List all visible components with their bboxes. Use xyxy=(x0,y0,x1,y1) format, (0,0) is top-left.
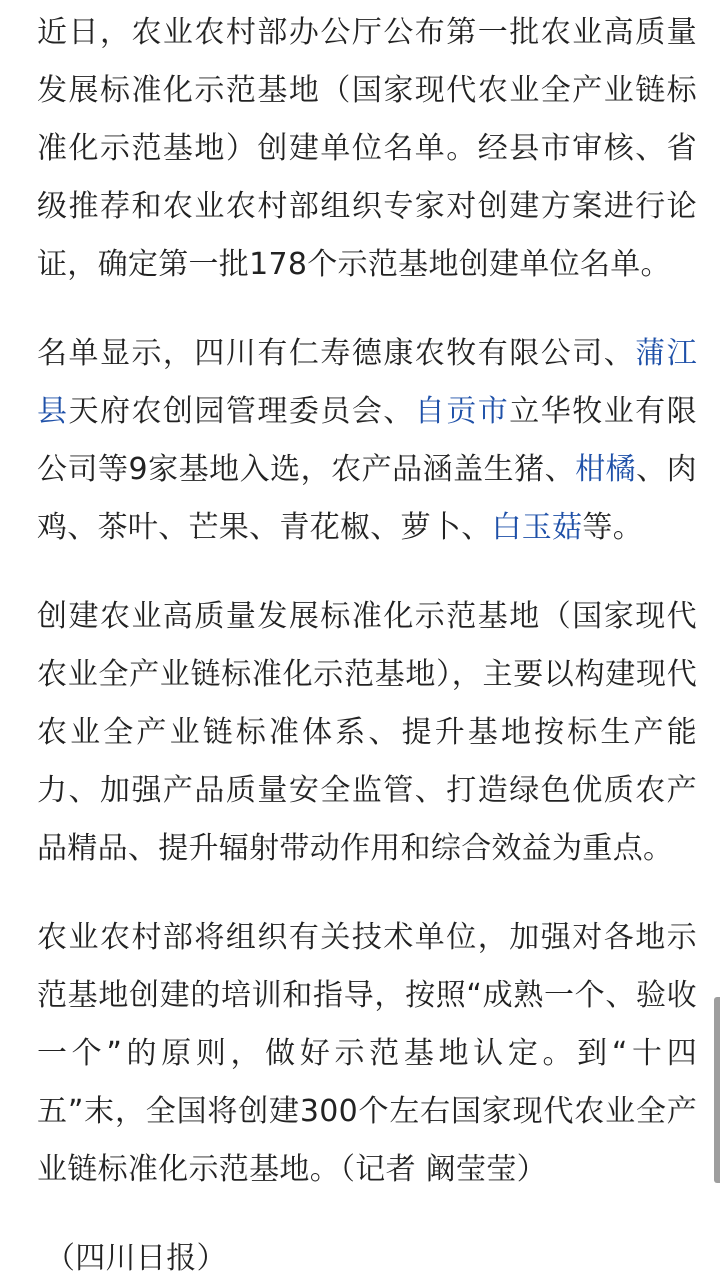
paragraph-2 xyxy=(37,325,697,557)
paragraph-2-text-3: 立华牧业有限公司等9家基地入选，农产品涵盖生猪、 xyxy=(37,394,697,487)
link-white-jade-mushroom[interactable]: 白玉菇 xyxy=(491,510,583,545)
paragraph-2-text-1: 名单显示，四川有仁寿德康农牧有限公司、 xyxy=(37,336,636,371)
scrollbar-thumb[interactable] xyxy=(714,997,720,1183)
paragraph-3: 创建农业高质量发展标准化示范基地（国家现代农业全产业链标准化示范基地），主要以构建现代农业全产业链标准体系、提升基地按标生产能力、加强产品质量安全监管、打造绿色优质农产品精品、提升辐射带动作用和综合效益为重点。 xyxy=(37,599,697,866)
article-body xyxy=(37,4,697,1288)
paragraph-4: 农业农村部将组织有关技术单位，加强对各地示范基地创建的培训和指导，按照“成熟一个、验收一个”的原则，做好示范基地认定。到“十四五”末，全国将创建300个左右国家现代农业全产业链标准化示范基地。（记者 阚莹莹） xyxy=(37,920,697,1187)
paragraph-1: 近日，农业农村部办公厅公布第一批农业高质量发展标准化示范基地（国家现代农业全产业链标准化示范基地）创建单位名单。经县市审核、省级推荐和农业农村部组织专家对创建方案进行论证，确定第一批178个示范基地创建单位名单。 xyxy=(37,15,697,282)
paragraph-2-text-5: 等。 xyxy=(582,510,644,545)
source-attribution: （四川日报） xyxy=(45,1241,227,1276)
link-citrus[interactable]: 柑橘 xyxy=(575,452,637,487)
link-pujiang-county[interactable]: 蒲江县 xyxy=(37,336,697,429)
paragraph-2-text-2: 天府农创园管理委员会、 xyxy=(68,394,415,429)
link-zigong-city[interactable]: 自贡市 xyxy=(414,394,510,429)
paragraph-2-text-4: 、肉鸡、茶叶、芒果、青花椒、萝卜、 xyxy=(37,452,697,545)
